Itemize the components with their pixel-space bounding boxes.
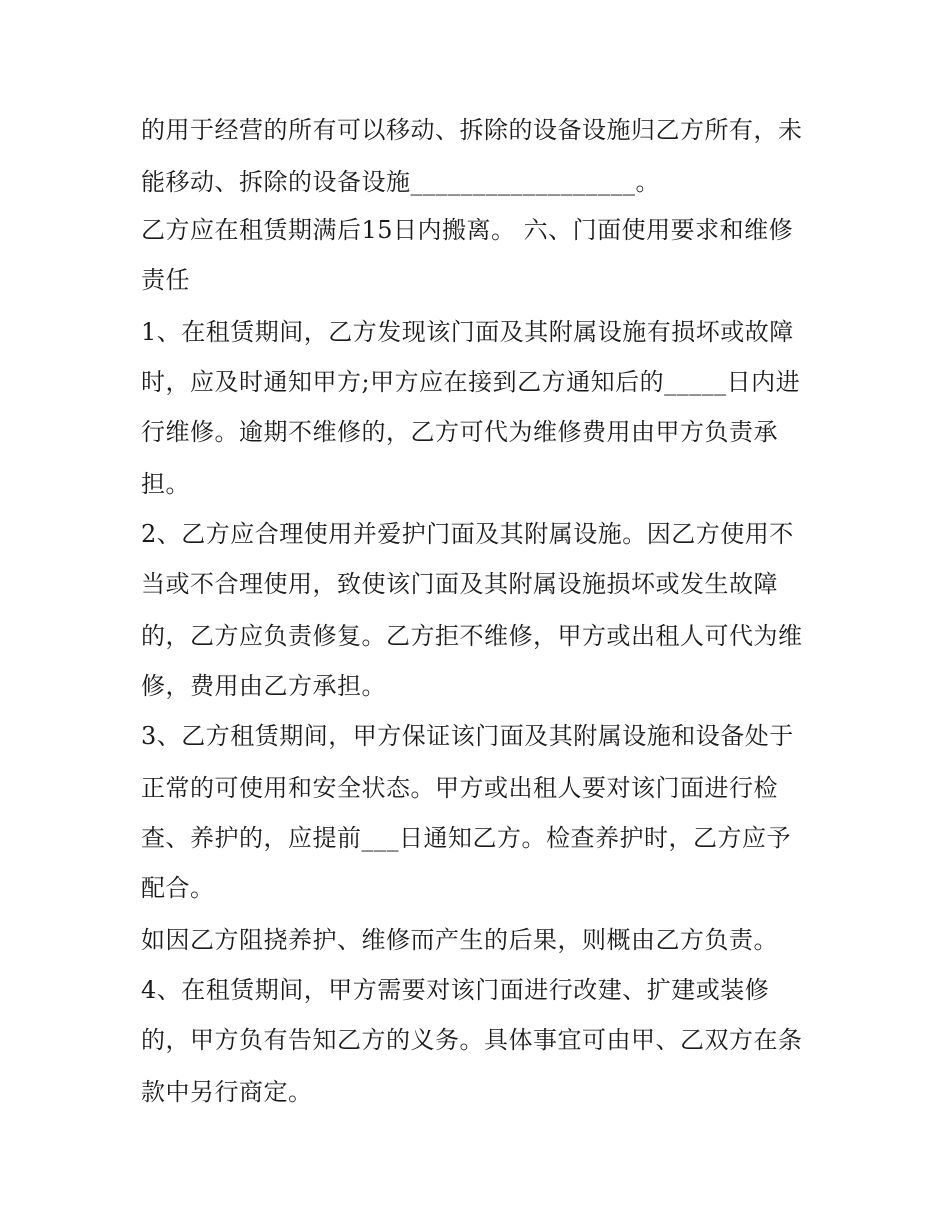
text-line: 修，费用由乙方承担。 [141,672,386,700]
text-line: 的，乙方应负责修复。乙方拒不维修，甲方或出租人可代为维 [141,622,803,650]
text-line: 能移动、拆除的设备设施__________________。 [141,168,660,196]
text-line: 当或不合理使用，致使该门面及其附属设施损坏或发生故障 [141,570,778,598]
text-line: 如因乙方阻挠养护、维修而产生的后果，则概由乙方负责。 [141,926,778,954]
text-line: 乙方应在租赁期满后15日内搬离。 六、门面使用要求和维修 [141,216,794,244]
text-line: 的用于经营的所有可以移动、拆除的设备设施归乙方所有，未 [141,116,803,144]
text-line: 1、在租赁期间，乙方发现该门面及其附属设施有损坏或故障 [141,318,794,346]
text-line: 担。 [141,470,190,498]
text-line: 查、养护的，应提前___日通知乙方。检查养护时，乙方应予 [141,824,791,852]
text-line: 时，应及时通知甲方;甲方应在接到乙方通知后的_____日内进 [141,368,801,396]
text-line: 责任 [141,266,190,294]
text-line: 4、在租赁期间，甲方需要对该门面进行改建、扩建或装修 [141,976,770,1004]
text-line: 行维修。逾期不维修的，乙方可代为维修费用由甲方负责承 [141,418,778,446]
text-line: 配合。 [141,874,215,902]
text-line: 正常的可使用和安全状态。甲方或出租人要对该门面进行检 [141,774,778,802]
text-line: 款中另行商定。 [141,1078,313,1106]
text-line: 2、乙方应合理使用并爱护门面及其附属设施。因乙方使用不 [141,520,794,548]
text-line: 3、乙方租赁期间，甲方保证该门面及其附属设施和设备处于 [141,722,794,750]
text-line: 的，甲方负有告知乙方的义务。具体事宜可由甲、乙双方在条 [141,1026,803,1054]
